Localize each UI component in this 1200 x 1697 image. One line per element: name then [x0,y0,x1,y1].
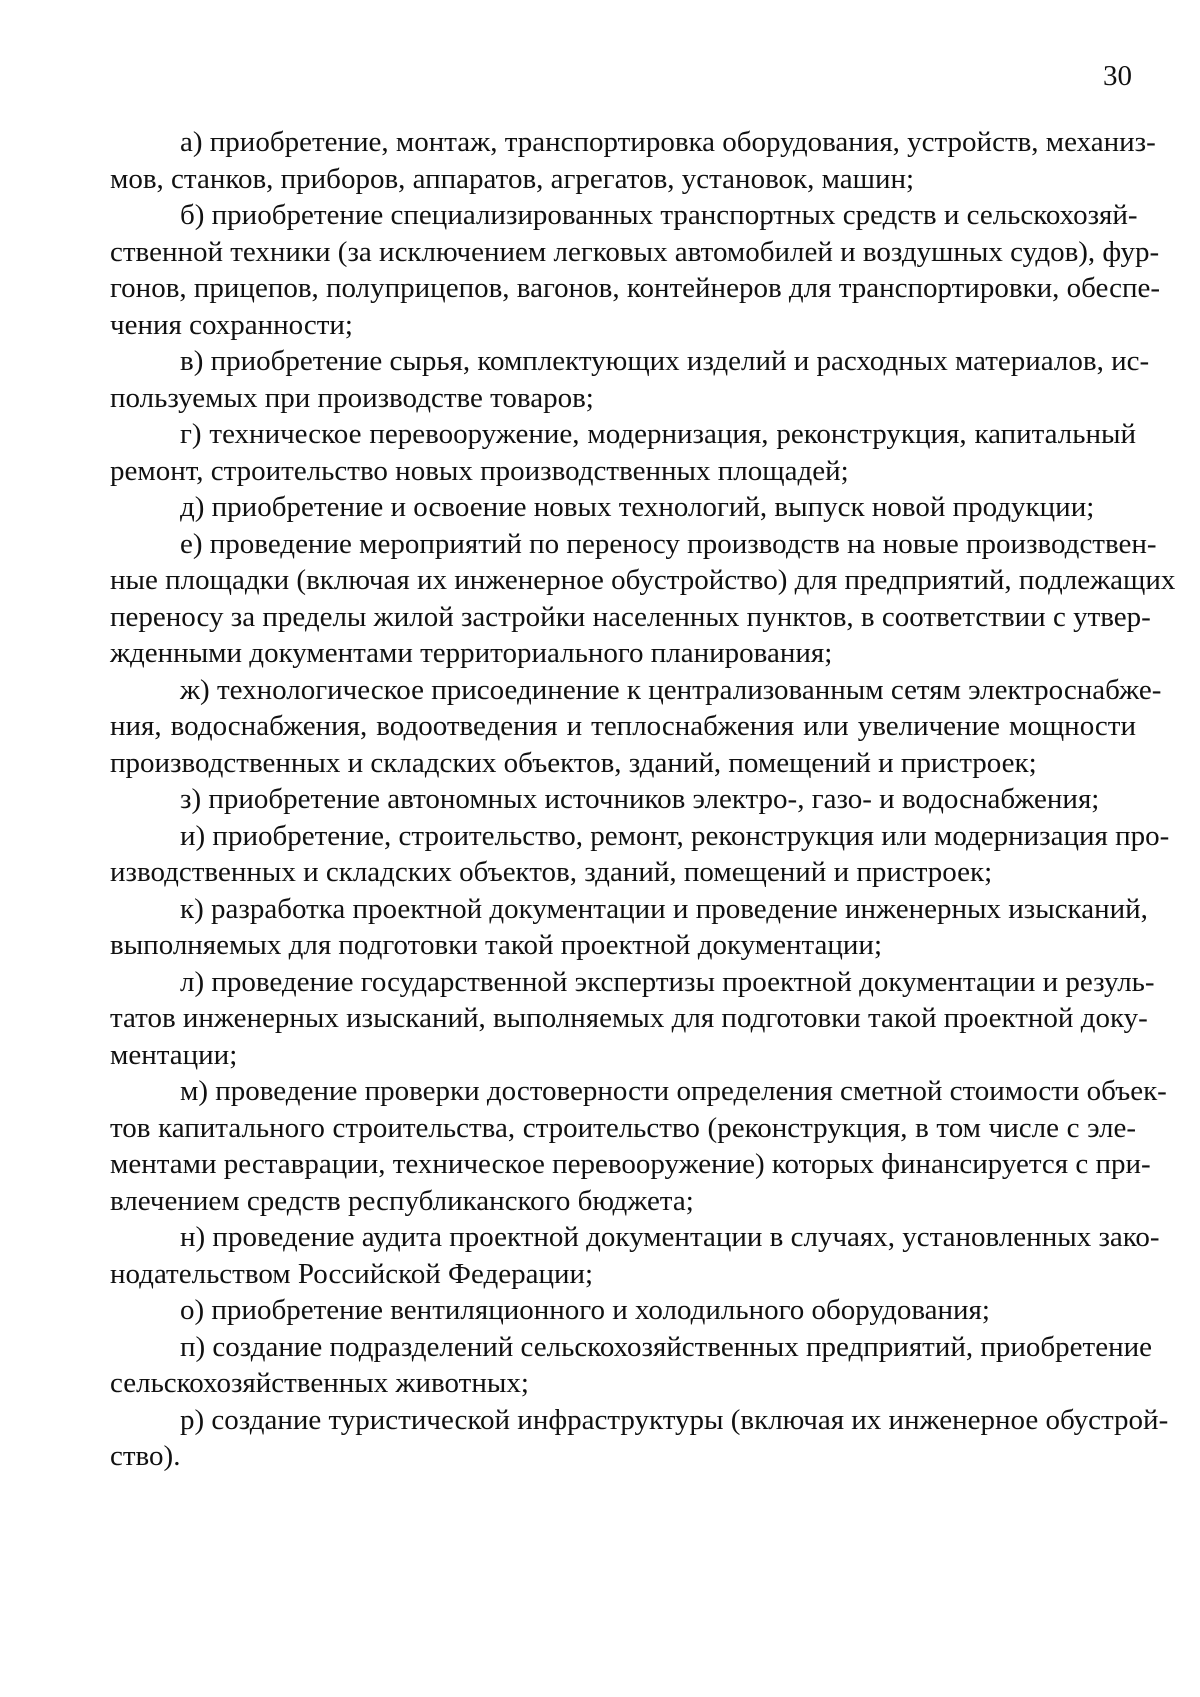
text-line: е) проведение мероприятий по переносу производств на новые производствен- [180,527,1157,560]
text-line: н) проведение аудита проектной документации в случаях, установленных зако- [180,1221,1160,1253]
text-line: мов, станков, приборов, аппаратов, агрегатов, установок, машин; [110,162,915,195]
text-line: р) создание туристической инфраструктуры (включая их инженерное обустрой- [180,1403,1169,1436]
text-line: д) приобретение и освоение новых технологий, выпуск новой продукции; [180,491,1095,523]
list-item [110,781,1136,818]
text-line: п) создание подразделений сельскохозяйственных предприятий, приобретение [180,1330,1152,1363]
text-line: татов инженерных изысканий, выполняемых для подготовки такой проектной доку- [110,1002,1148,1034]
text-line: г) техническое перевооружение, модернизация, реконструкция, капитальный [180,418,1136,450]
text-line: ственной техники (за исключением легковых автомобилей и воздушных судов), фур- [110,235,1160,268]
text-line: изводственных и складских объектов, зданий, помещений и пристроек; [110,856,993,888]
text-line: л) проведение государственной экспертизы проектной документации и резуль- [180,965,1155,998]
text-line: а) приобретение, монтаж, транспортировка оборудования, устройств, механиз- [180,126,1156,158]
list-item [110,197,1161,343]
text-line: переносу за пределы жилой застройки населенных пунктов, в соответствии с утвер- [110,600,1151,633]
page-number: 30 [1103,60,1132,92]
list-item [110,1402,1169,1475]
text-line: выполняемых для подготовки такой проектной документации; [110,929,882,961]
list-item [110,489,1136,526]
text-line: ментами реставрации, техническое перевооружение) которых финансируется с при- [110,1148,1151,1180]
list-item [110,526,1176,672]
text-line: производственных и складских объектов, зданий, помещений и пристроек; [110,746,1037,779]
list-item [110,1329,1152,1402]
list-item [110,343,1150,416]
document-body [110,124,1176,1475]
text-line: з) приобретение автономных источников электро-, газо- и водоснабжения; [180,783,1100,815]
text-line: тов капитального строительства, строительство (реконструкция, в том числе с эле- [110,1111,1136,1144]
text-line: в) приобретение сырья, комплектующих изделий и расходных материалов, ис- [180,345,1150,377]
list-item [110,891,1148,964]
list-item [110,1292,1136,1329]
list-item [110,1219,1160,1292]
list-item [110,818,1170,891]
list-item [110,1073,1167,1219]
text-line: ния, водоснабжения, водоотведения и теплоснабжения или увеличение мощности [110,710,1136,742]
text-line: ж) технологическое присоединение к централизованным сетям электроснабже- [180,673,1162,706]
text-line: к) разработка проектной документации и проведение инженерных изысканий, [180,892,1148,925]
list-item [110,124,1156,197]
list-item [110,964,1155,1074]
text-line: жденными документами территориального планирования; [110,637,833,669]
text-line: ремонт, строительство новых производственных площадей; [110,454,849,487]
text-line: б) приобретение специализированных транспортных средств и сельскохозяй- [180,199,1138,231]
list-item [110,672,1162,782]
text-line: и) приобретение, строительство, ремонт, реконструкция или модернизация про- [180,819,1170,852]
list-item [110,416,1136,489]
text-line: ментации; [110,1038,238,1071]
text-line: пользуемых при производстве товаров; [110,381,594,414]
text-line: м) проведение проверки достоверности определения сметной стоимости объек- [180,1075,1167,1107]
text-line: нодательством Российской Федерации; [110,1257,594,1290]
text-line: влечением средств республиканского бюджета; [110,1184,694,1217]
text-line: сельскохозяйственных животных; [110,1367,529,1399]
text-line: гонов, прицепов, полуприцепов, вагонов, контейнеров для транспортировки, обеспе- [110,272,1161,304]
text-line: чения сохранности; [110,308,353,341]
text-line: о) приобретение вентиляционного и холодильного оборудования; [180,1294,990,1326]
text-line: ство). [110,1440,181,1472]
text-line: ные площадки (включая их инженерное обустройство) для предприятий, подлежащих [110,564,1176,596]
